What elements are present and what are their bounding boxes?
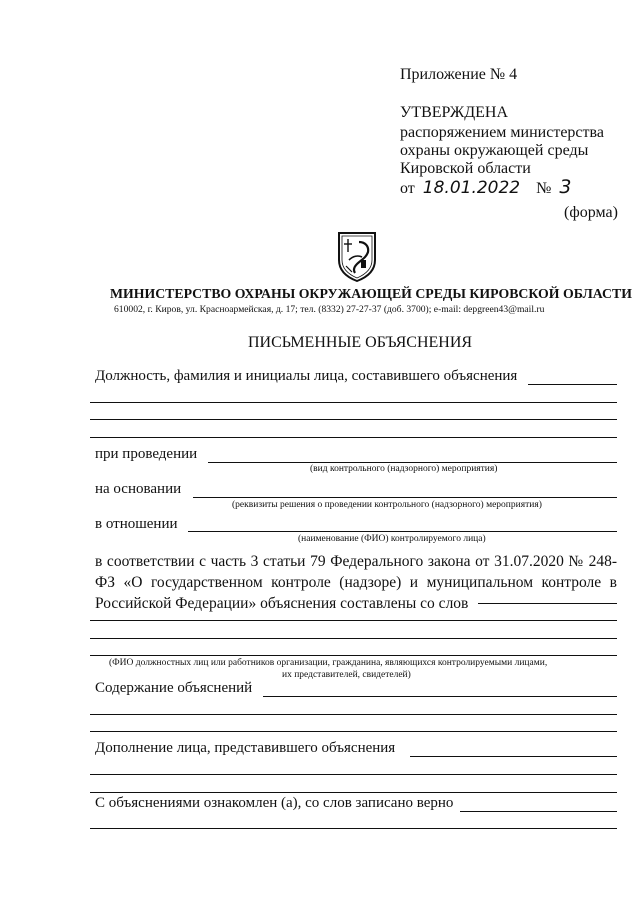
accordance-text: в соответствии с часть 3 статьи 79 Федерального закона от 31.07.2020 № 248-ФЗ «О государственном контроле (надзоре) и муниципальном контроле в Российской Федерации» объяснения составлены со слов bbox=[95, 553, 617, 612]
from-label: от bbox=[400, 180, 415, 197]
regarding-label: в отношении bbox=[95, 516, 178, 532]
coat-of-arms-icon bbox=[335, 230, 379, 282]
regarding-hint: (наименование (ФИО) контролируемого лица) bbox=[298, 534, 486, 544]
persons-input-line-2[interactable] bbox=[90, 620, 617, 621]
position-input-line-3[interactable] bbox=[90, 419, 617, 420]
approved-line-1: распоряжением министерства bbox=[400, 124, 604, 141]
approved-title: УТВЕРЖДЕНА bbox=[400, 104, 509, 121]
approved-date-row bbox=[400, 176, 571, 198]
acquainted-input-line[interactable] bbox=[460, 811, 617, 812]
document-title: ПИСЬМЕННЫЕ ОБЪЯСНЕНИЯ bbox=[248, 334, 473, 351]
form-label: (форма) bbox=[564, 204, 618, 221]
during-label: при проведении bbox=[95, 446, 198, 462]
content-input-line[interactable] bbox=[263, 696, 617, 697]
addition-label: Дополнение лица, представившего объяснения bbox=[95, 740, 396, 756]
basis-hint: (реквизиты решения о проведении контрольного (надзорного) мероприятия) bbox=[232, 500, 542, 510]
position-label: Должность, фамилия и инициалы лица, составившего объяснения bbox=[95, 368, 518, 384]
persons-hint-2: их представителей, свидетелей) bbox=[282, 670, 411, 680]
position-input-line-4[interactable] bbox=[90, 437, 617, 438]
handwritten-number: 3 bbox=[559, 176, 572, 198]
approved-line-2: охраны окружающей среды bbox=[400, 142, 589, 159]
organization-name: МИНИСТЕРСТВО ОХРАНЫ ОКРУЖАЮЩЕЙ СРЕДЫ КИРОВСКОЙ ОБЛАСТИ bbox=[110, 286, 632, 301]
basis-label: на основании bbox=[95, 481, 182, 497]
content-input-line-3[interactable] bbox=[90, 731, 617, 732]
persons-input-line-4[interactable] bbox=[90, 655, 617, 656]
handwritten-date: 18.01.2022 bbox=[422, 178, 521, 198]
addition-input-line-3[interactable] bbox=[90, 792, 617, 793]
approved-line-3: Кировской области bbox=[400, 160, 531, 177]
appendix-number: Приложение № 4 bbox=[400, 66, 518, 83]
addition-input-line[interactable] bbox=[410, 756, 617, 757]
content-input-line-2[interactable] bbox=[90, 714, 617, 715]
persons-input-line[interactable] bbox=[478, 603, 617, 604]
regarding-input-line[interactable] bbox=[188, 531, 617, 532]
number-label: № bbox=[536, 180, 552, 197]
acquainted-input-line-2[interactable] bbox=[90, 828, 617, 829]
organization-address: 610002, г. Киров, ул. Красноармейская, д. 17; тел. (8332) 27-27-37 (доб. 3700); e-mail: depgreen43@mail.ru bbox=[114, 304, 545, 315]
position-input-line-2[interactable] bbox=[90, 402, 617, 403]
addition-input-line-2[interactable] bbox=[90, 774, 617, 775]
acquainted-label: С объяснениями ознакомлен (а), со слов записано верно bbox=[95, 795, 454, 811]
during-input-line[interactable] bbox=[208, 462, 617, 463]
persons-hint-1: (ФИО должностных лиц или работников организации, гражданина, являющихся контролируемыми лицами, bbox=[109, 658, 548, 668]
content-label: Содержание объяснений bbox=[95, 680, 253, 696]
persons-input-line-3[interactable] bbox=[90, 638, 617, 639]
during-hint: (вид контрольного (надзорного) мероприятия) bbox=[310, 464, 498, 474]
accordance-paragraph bbox=[95, 551, 617, 614]
basis-input-line[interactable] bbox=[193, 497, 617, 498]
position-input-line[interactable] bbox=[528, 384, 617, 385]
